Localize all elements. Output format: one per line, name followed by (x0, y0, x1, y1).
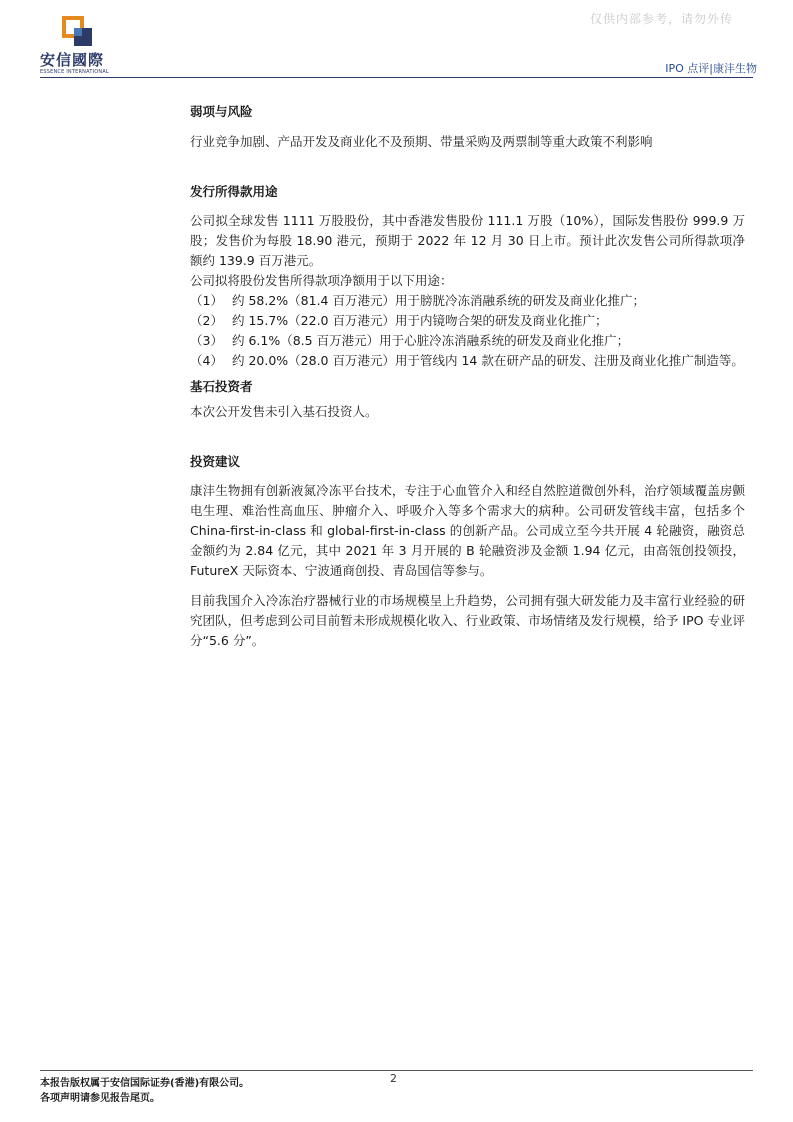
header-tag: IPO 点评|康沣生物 (665, 62, 757, 75)
footer-disclaimer (40, 1076, 249, 1106)
risk-text: 行业竞争加剧、产品开发及商业化不及预期、带量采购及两票制等重大政策不利影响 (190, 134, 653, 149)
list-text: 约 20.0%（28.0 百万港元）用于管线内 14 款在研产品的研发、注册及商业化推广制造等。 (232, 353, 744, 368)
brand-logo (40, 16, 120, 74)
header-divider (40, 77, 753, 78)
list-text: 约 58.2%（81.4 百万港元）用于膀胱冷冻消融系统的研发及商业化推广； (232, 293, 645, 308)
brand-name: 安信國際 (40, 51, 105, 69)
advice-para2: 目前我国介入冷冻治疗器械行业的市场规模呈上升趋势，公司拥有强大研发能力及丰富行业经验的研究团队，但考虑到公司目前暂未形成规模化收入、行业政策、市场情绪及发行规模，给予 IPO 专业评分“5.6 分”。 (190, 593, 745, 648)
list-num: （3） (190, 333, 223, 348)
watermark: 仅供内部参考，请勿外传 (589, 12, 733, 26)
proceeds-heading: 发行所得款用途 (190, 184, 278, 199)
footer-line-2: 各项声明请参见报告尾页。 (40, 1093, 160, 1104)
list-item (190, 331, 745, 351)
proceeds-para1: 公司拟全球发售 1111 万股股份，其中香港发售股份 111.1 万股（10%），国际发售股份 999.9 万股；发售价为每股 18.90 港元，预期于 2022 年 12 月 30 日上市。预计此次发售公司所得款项净额约 139.9 百万港元。 (190, 213, 745, 268)
footer-divider (40, 1070, 753, 1071)
cornerstone-text: 本次公开发售未引入基石投资人。 (190, 404, 378, 419)
list-item (190, 291, 745, 311)
section-proceeds (190, 182, 745, 371)
brand-sub: ESSENCE INTERNATIONAL (40, 69, 109, 75)
footer-line-1: 本报告版权属于安信国际证券(香港)有限公司。 (40, 1078, 250, 1089)
list-num: （2） (190, 313, 223, 328)
list-num: （4） (190, 353, 223, 368)
proceeds-para2: 公司拟将股份发售所得款项净额用于以下用途： (190, 273, 453, 288)
advice-heading: 投资建议 (190, 454, 241, 469)
section-risk (190, 102, 745, 152)
list-text: 约 6.1%（8.5 百万港元）用于心脏冷冻消融系统的研发及商业化推广； (232, 333, 630, 348)
logo-mark-icon (62, 16, 94, 48)
list-item (190, 351, 745, 371)
list-item (190, 311, 745, 331)
list-text: 约 15.7%（22.0 百万港元）用于内镜吻合架的研发及商业化推广； (232, 313, 608, 328)
list-num: （1） (190, 293, 223, 308)
section-cornerstone (190, 377, 745, 422)
advice-para1: 康沣生物拥有创新液氮冷冻平台技术，专注于心血管介入和经自然腔道微创外科，治疗领域覆盖房颤电生理、难治性高血压、肿瘤介入、呼吸介入等多个需求大的病种。公司研发管线丰富，包括多个 China-first-in-class 和 global-first-in-class 的创新产品。公司成立至今共开展 4 轮融资，融资总金额约为 2.84 亿元，其中 2021 年 3 月开展的 B 轮融资涉及金额 1.94 亿元，由高瓴创投领投，FutureX 天际资本、宁波通商创投、青岛国信等参与。 (190, 483, 745, 578)
report-body (190, 100, 745, 651)
cornerstone-heading: 基石投资者 (190, 379, 253, 394)
page-number: 2 (390, 1072, 397, 1085)
risk-heading: 弱项与风险 (190, 104, 253, 119)
section-advice (190, 452, 745, 651)
